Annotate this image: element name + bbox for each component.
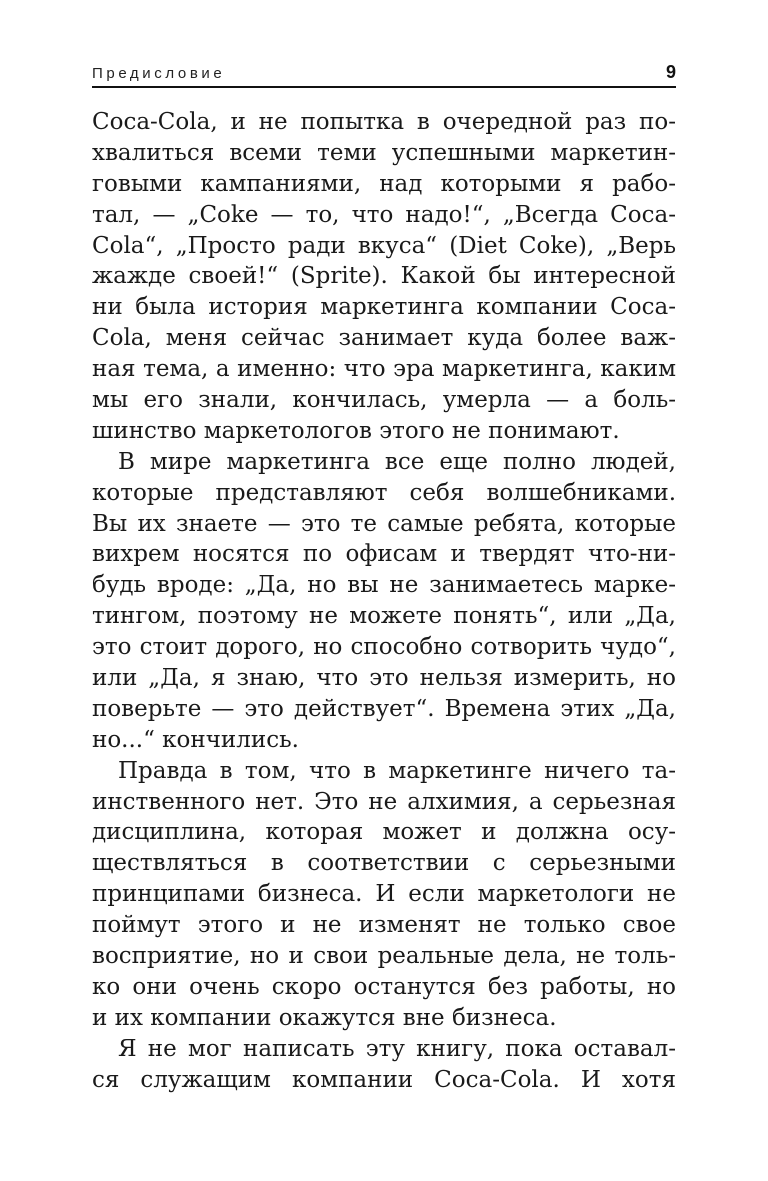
text-line: вихрем носятся по офисам и твердят что-ни- bbox=[92, 541, 676, 568]
paragraph bbox=[92, 756, 676, 1034]
text-line: Cola, меня сейчас занимает куда более важ- bbox=[92, 325, 676, 352]
text-line: поверьте — это действует“. Времена этих „Да, bbox=[92, 695, 676, 722]
running-title: Предисловие bbox=[92, 65, 226, 82]
paragraph bbox=[92, 107, 676, 447]
text-line: Cola“, „Просто ради вкуса“ (Diet Coke), „Верь bbox=[92, 232, 676, 259]
text-line: шинство маркетологов этого не понимают. bbox=[92, 417, 620, 444]
text-line: или „Да, я знаю, что это нельзя измерить, но bbox=[92, 665, 676, 692]
text-line: В мире маркетинга все еще полно людей, bbox=[118, 448, 676, 475]
page-number: 9 bbox=[665, 62, 676, 82]
text-line: говыми кампаниями, над которыми я рабо- bbox=[92, 170, 676, 197]
text-line: ко они очень скоро останутся без работы, но bbox=[92, 973, 676, 1000]
text-line: но...“ кончились. bbox=[92, 726, 299, 753]
text-line: Coca-Cola, и не попытка в очередной раз по- bbox=[92, 109, 676, 135]
page-header bbox=[92, 60, 676, 88]
text-line: Правда в том, что в маркетинге ничего та- bbox=[118, 757, 676, 784]
text-line: ная тема, а именно: что эра маркетинга, каким bbox=[92, 356, 676, 383]
text-line: будь вроде: „Да, но вы не занимаетесь марке- bbox=[92, 572, 676, 599]
text-line: это стоит дорого, но способно сотворить чудо“, bbox=[92, 634, 676, 661]
text-line: тал, — „Coke — то, что надо!“, „Всегда Coca- bbox=[92, 201, 676, 228]
text-line: которые представляют себя волшебниками. bbox=[92, 479, 676, 506]
text-line: ни была история маркетинга компании Coca- bbox=[92, 294, 676, 321]
text-line: жажде своей!“ (Sprite). Какой бы интересной bbox=[92, 263, 676, 290]
text-line: Я не мог написать эту книгу, пока оставал- bbox=[118, 1035, 676, 1062]
text-line: поймут этого и не изменят не только свое bbox=[92, 912, 676, 939]
text-line: тингом, поэтому не можете понять“, или „Да, bbox=[92, 603, 676, 630]
text-line: ся служащим компании Coca-Cola. И хотя bbox=[92, 1066, 676, 1093]
body-text bbox=[92, 107, 676, 1096]
text-line: Вы их знаете — это те самые ребята, которые bbox=[92, 510, 676, 537]
text-line: мы его знали, кончилась, умерла — а боль- bbox=[92, 387, 676, 414]
text-line: ществляться в соответствии с серьезными bbox=[92, 850, 676, 877]
text-line: хвалиться всеми теми успешными маркетин- bbox=[92, 139, 676, 166]
text-line: дисциплина, которая может и должна осу- bbox=[92, 819, 676, 846]
text-line: принципами бизнеса. И если маркетологи не bbox=[92, 881, 676, 908]
paragraph bbox=[92, 1034, 676, 1096]
text-line: инственного нет. Это не алхимия, а серьезная bbox=[92, 788, 676, 815]
text-line: восприятие, но и свои реальные дела, не толь- bbox=[92, 943, 676, 970]
text-line: и их компании окажутся вне бизнеса. bbox=[92, 1004, 557, 1031]
paragraph bbox=[92, 447, 676, 756]
header-rule bbox=[92, 86, 676, 88]
